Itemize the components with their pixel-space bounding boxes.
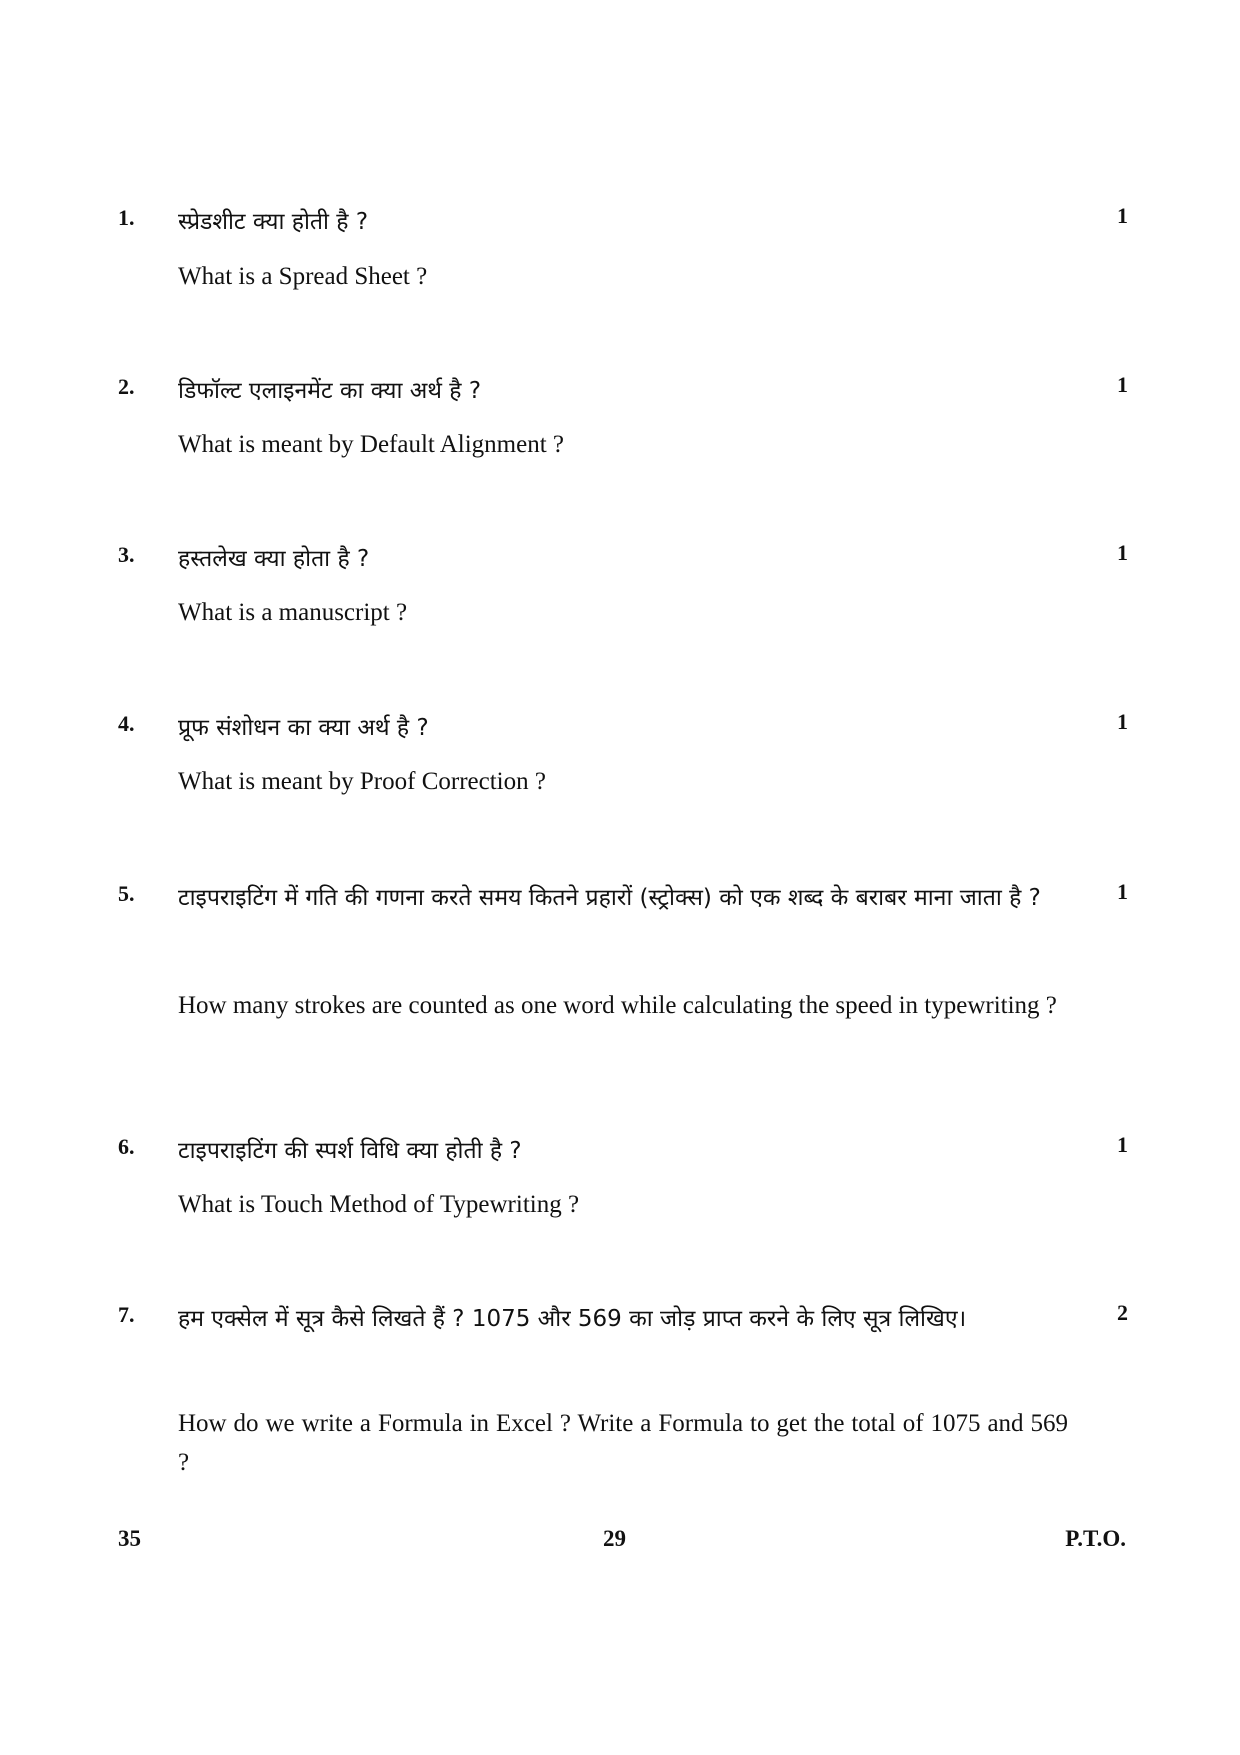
- question-number: 4.: [118, 711, 135, 736]
- question-marks: 1: [1117, 709, 1128, 734]
- question-number: 7.: [118, 1302, 135, 1327]
- question-marks: 1: [1117, 1132, 1128, 1157]
- question-text-hindi: डिफॉल्ट एलाइनमेंट का क्या अर्थ है ?: [178, 378, 482, 404]
- question-text-hindi: टाइपराइटिंग में गति की गणना करते समय कितने प्रहारों (स्ट्रोक्स) को एक शब्द के बराबर माना जाता है ?: [178, 885, 1041, 911]
- question-text-hindi: प्रूफ संशोधन का क्या अर्थ है ?: [178, 715, 429, 741]
- question-text-english: What is a Spread Sheet ?: [178, 263, 428, 290]
- paper-code: 35: [118, 1526, 141, 1551]
- question-marks: 1: [1117, 540, 1128, 565]
- question-text-english: What is Touch Method of Typewriting ?: [178, 1191, 580, 1218]
- please-turn-over: P.T.O.: [1065, 1526, 1126, 1551]
- page-number: 29: [603, 1526, 626, 1551]
- question-text-hindi: स्प्रेडशीट क्या होती है ?: [178, 209, 369, 235]
- question-text-english: What is a manuscript ?: [178, 599, 408, 626]
- question-text-english: How do we write a Formula in Excel ? Write a Formula to get the total of 1075 and 569 ?: [178, 1410, 1068, 1476]
- question-marks: 1: [1117, 879, 1128, 904]
- question-text-hindi: हम एक्सेल में सूत्र कैसे लिखते हैं ? 1075 और 569 का जोड़ प्राप्त करने के लिए सूत्र लिखिए।: [178, 1306, 967, 1332]
- question-text-english: What is meant by Default Alignment ?: [178, 431, 565, 458]
- question-number: 1.: [118, 205, 135, 230]
- question-number: 2.: [118, 374, 135, 399]
- question-number: 3.: [118, 542, 135, 567]
- question-text-hindi: टाइपराइटिंग की स्पर्श विधि क्या होती है ?: [178, 1138, 522, 1164]
- question-marks: 1: [1117, 203, 1128, 228]
- question-marks: 2: [1117, 1300, 1128, 1325]
- question-number: 6.: [118, 1134, 135, 1159]
- question-marks: 1: [1117, 372, 1128, 397]
- question-text-english: What is meant by Proof Correction ?: [178, 768, 546, 795]
- question-text-english: How many strokes are counted as one word while calculating the speed in typewriting ?: [178, 992, 1057, 1019]
- question-text-hindi: हस्तलेख क्या होता है ?: [178, 546, 370, 572]
- question-number: 5.: [118, 881, 135, 906]
